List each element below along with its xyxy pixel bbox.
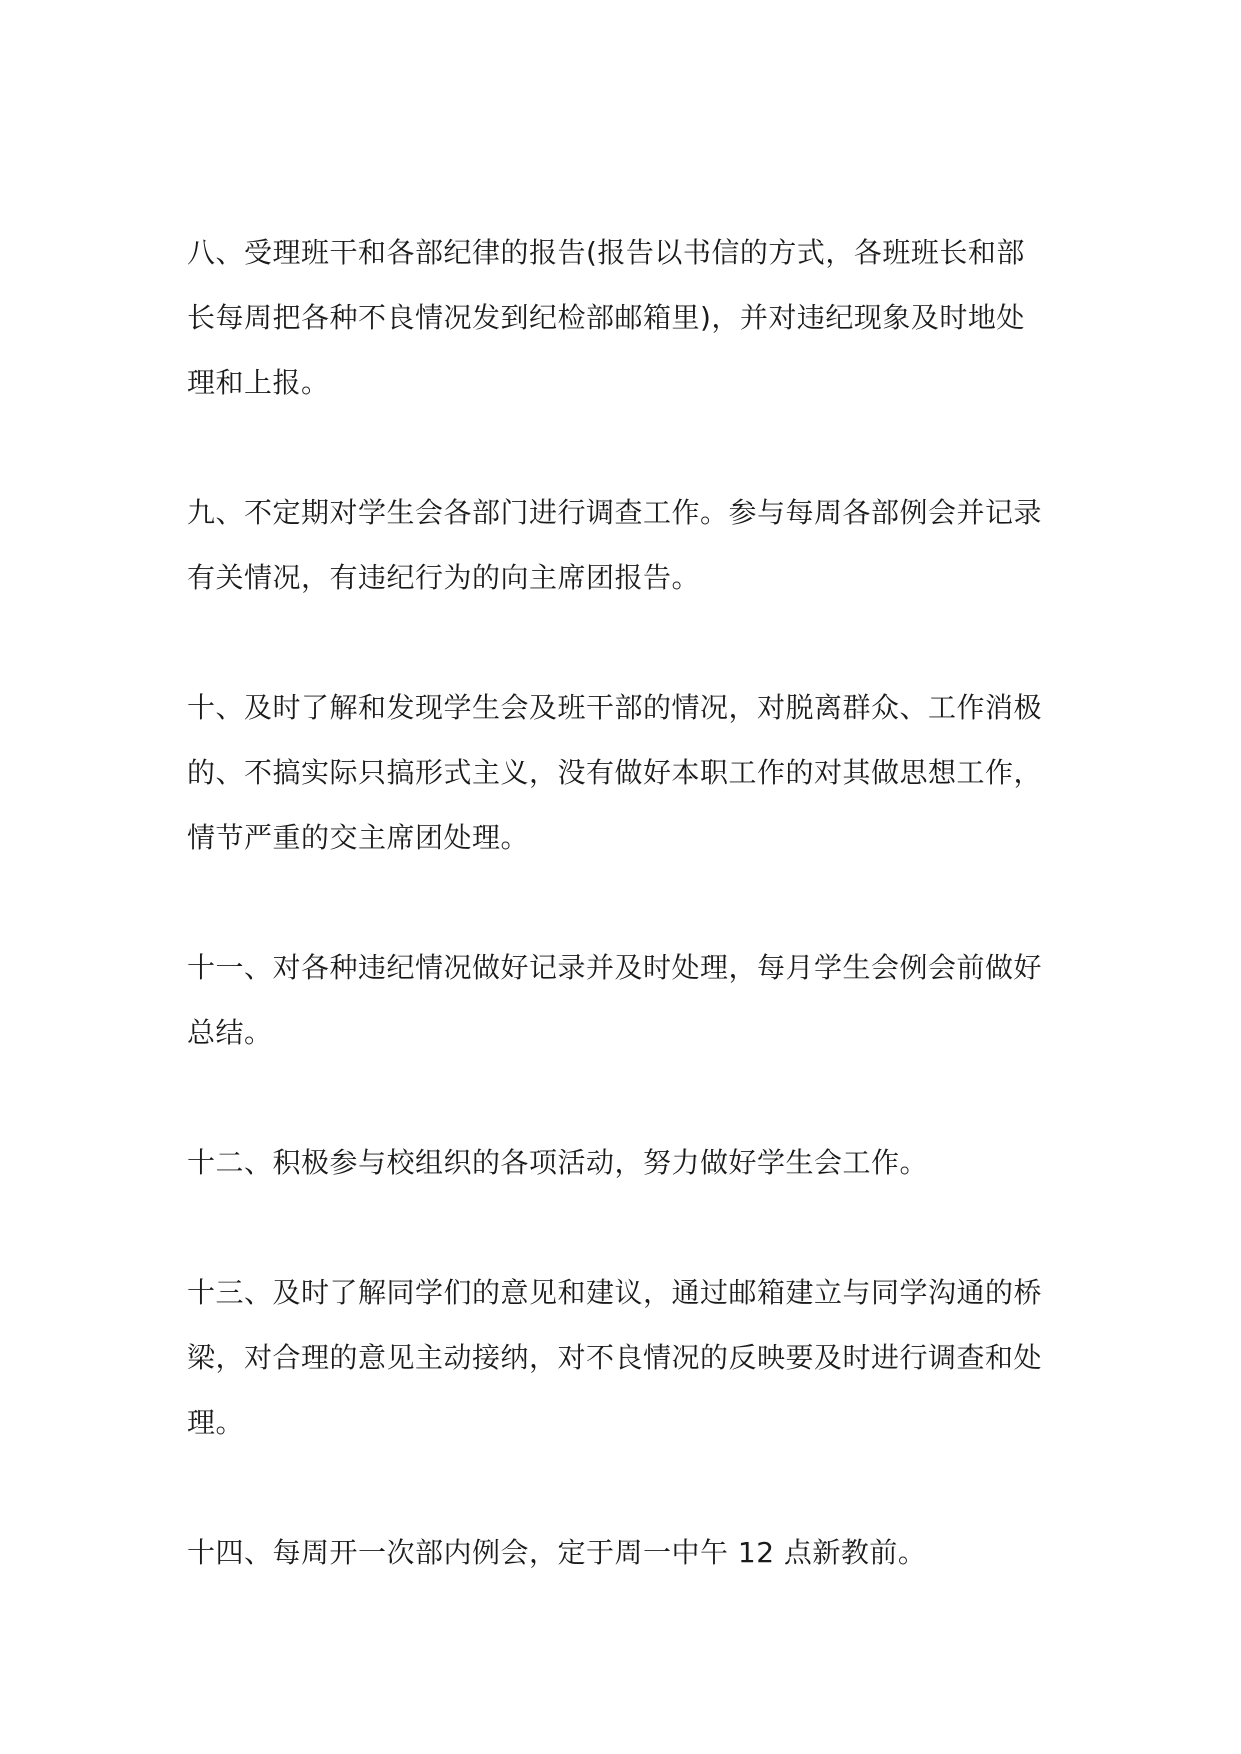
paragraph-line: 理和上报。: [187, 366, 330, 399]
paragraph-line: 八、受理班干和各部纪律的报告(报告以书信的方式，各班班长和部: [187, 236, 1025, 269]
paragraph-13: [187, 1260, 1092, 1455]
paragraph-line: 九、不定期对学生会各部门进行调查工作。参与每周各部例会并记录: [187, 496, 1043, 529]
paragraph-line: 有关情况，有违纪行为的向主席团报告。: [187, 561, 701, 594]
paragraph-11: [187, 935, 1092, 1065]
paragraph-12: [187, 1130, 1092, 1195]
paragraph-line: 十、及时了解和发现学生会及班干部的情况，对脱离群众、工作消极: [187, 691, 1043, 724]
paragraph-line: 理。: [187, 1406, 245, 1439]
paragraph-line: 总结。: [187, 1016, 273, 1049]
paragraph-line: 十一、对各种违纪情况做好记录并及时处理，每月学生会例会前做好: [187, 951, 1043, 984]
paragraph-9: [187, 480, 1092, 610]
paragraph-line: 的、不搞实际只搞形式主义，没有做好本职工作的对其做思想工作，: [187, 756, 1043, 789]
paragraph-line: 梁，对合理的意见主动接纳，对不良情况的反映要及时进行调查和处: [187, 1341, 1043, 1374]
paragraph-line: 十三、及时了解同学们的意见和建议，通过邮箱建立与同学沟通的桥: [187, 1276, 1043, 1309]
paragraph-line: 十二、积极参与校组织的各项活动，努力做好学生会工作。: [187, 1146, 929, 1179]
paragraph-line: 情节严重的交主席团处理。: [187, 821, 530, 854]
paragraph-line: 十四、每周开一次部内例会，定于周一中午 12 点新教前。: [187, 1536, 927, 1569]
paragraph-14: [187, 1520, 1092, 1585]
paragraph-line: 长每周把各种不良情况发到纪检部邮箱里)，并对违纪现象及时地处: [187, 301, 1025, 334]
paragraph-8: [187, 220, 1092, 415]
paragraph-10: [187, 675, 1092, 870]
